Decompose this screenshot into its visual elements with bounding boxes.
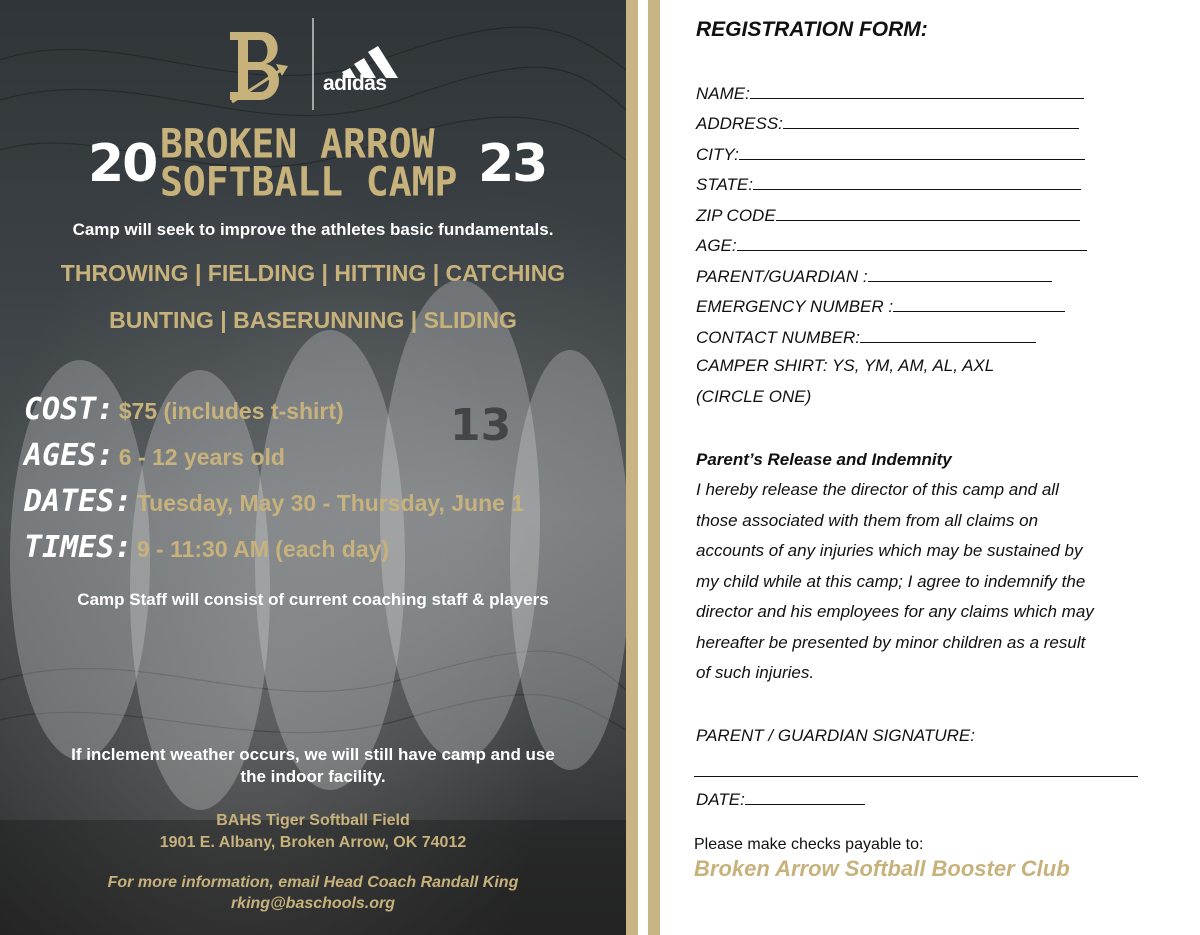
booster-club-name: Broken Arrow Softball Booster Club	[694, 856, 1070, 881]
times-row	[24, 530, 389, 565]
logo-divider	[312, 18, 314, 110]
staff-note: Camp Staff will consist of current coaching staff & players	[77, 590, 549, 609]
form-field-label: AGE:	[696, 236, 737, 255]
date-line[interactable]	[745, 788, 865, 805]
form-field-blank-line[interactable]	[737, 234, 1087, 251]
field-name: BAHS Tiger Softball Field	[216, 812, 410, 829]
form-field-label: NAME:	[696, 84, 750, 103]
checks-payable-label: Please make checks payable to:	[694, 836, 924, 853]
weather-note-line2: the indoor facility.	[240, 767, 386, 786]
form-field-blank-line[interactable]	[739, 143, 1085, 160]
camp-title-line1: BROKEN ARROW	[160, 120, 435, 168]
release-line: director and his employees for any claims which may	[696, 602, 1094, 621]
times-label: TIMES:	[24, 530, 133, 565]
release-line: those associated with them from all claims on	[696, 510, 1039, 530]
release-title: Parent’s Release and Indemnity	[696, 450, 952, 469]
skills-line2: BUNTING | BASERUNNING | SLIDING	[109, 307, 517, 333]
signature-line[interactable]	[694, 776, 1138, 777]
form-field[interactable]	[696, 173, 1081, 195]
form-title: REGISTRATION FORM:	[696, 18, 928, 41]
signature-label: PARENT / GUARDIAN SIGNATURE:	[696, 726, 975, 745]
form-field-label: ADDRESS:	[696, 114, 783, 133]
ages-value: 6 - 12 years old	[118, 444, 285, 470]
circle-one-note: (CIRCLE ONE)	[696, 387, 812, 406]
jersey-number: 13	[450, 400, 512, 451]
form-field-blank-line[interactable]	[776, 204, 1080, 221]
year-right: 23	[478, 134, 547, 194]
form-field[interactable]	[696, 295, 1065, 317]
ages-row	[24, 438, 285, 473]
release-line: of such injuries.	[696, 663, 815, 682]
dates-value: Tuesday, May 30 - Thursday, June 1	[136, 490, 525, 516]
camp-intro: Camp will seek to improve the athletes basic fundamentals.	[72, 220, 554, 239]
white-divider-gap	[638, 0, 648, 935]
form-field-blank-line[interactable]	[783, 112, 1079, 129]
cost-label: COST:	[24, 392, 115, 427]
times-value: 9 - 11:30 AM (each day)	[136, 536, 390, 562]
release-line: accounts of any injuries which may be sustained by	[696, 541, 1083, 560]
form-field-blank-line[interactable]	[753, 173, 1081, 190]
form-field[interactable]	[696, 326, 1036, 348]
form-field[interactable]	[696, 112, 1079, 134]
skills-line1: THROWING | FIELDING | HITTING | CATCHING	[60, 260, 566, 286]
weather-note-line1: If inclement weather occurs, we will still have camp and use	[71, 745, 555, 764]
gold-divider-bar	[626, 0, 638, 935]
release-line: hereafter be presented by minor children as a result	[696, 632, 1086, 652]
gold-divider-bar	[648, 0, 660, 935]
contact-email: rking@baschools.org	[230, 895, 396, 912]
release-line: I hereby release the director of this camp and all	[696, 480, 1059, 499]
registration-form	[660, 0, 1200, 935]
adidas-wordmark: adidas	[323, 72, 387, 95]
year-left: 20	[88, 134, 157, 194]
ages-label: AGES:	[24, 438, 115, 473]
date-label: DATE:	[696, 790, 745, 809]
date-field[interactable]	[696, 788, 865, 810]
form-field[interactable]	[696, 265, 1052, 287]
form-field[interactable]	[696, 82, 1084, 104]
form-field-label: CITY:	[696, 145, 739, 164]
form-field[interactable]	[696, 143, 1085, 165]
form-field-label: ZIP CODE	[696, 206, 776, 225]
form-field-label: PARENT/GUARDIAN :	[696, 267, 868, 286]
camper-shirt-field[interactable]: CAMPER SHIRT: YS, YM, AM, AL, AXL	[696, 356, 995, 375]
form-field[interactable]	[696, 204, 1080, 226]
release-line: my child while at this camp; I agree to indemnify the	[696, 571, 1086, 591]
dates-label: DATES:	[24, 484, 133, 519]
dates-row	[24, 484, 524, 519]
form-field[interactable]	[696, 234, 1087, 256]
field-address: 1901 E. Albany, Broken Arrow, OK 74012	[159, 834, 467, 851]
form-field-blank-line[interactable]	[860, 326, 1036, 343]
form-field-label: EMERGENCY NUMBER :	[696, 297, 894, 316]
form-field-label: STATE:	[696, 175, 753, 194]
contact-info: For more information, email Head Coach Randall King	[107, 874, 519, 891]
form-field-label: CONTACT NUMBER:	[696, 328, 861, 347]
form-field-blank-line[interactable]	[750, 82, 1084, 99]
broken-arrow-logo	[222, 28, 292, 106]
cost-row	[24, 392, 344, 427]
form-field-blank-line[interactable]	[893, 295, 1065, 312]
form-field-blank-line[interactable]	[868, 265, 1052, 282]
cost-value: $75 (includes t-shirt)	[118, 398, 344, 424]
camp-title-line2: SOFTBALL CAMP	[160, 158, 458, 206]
